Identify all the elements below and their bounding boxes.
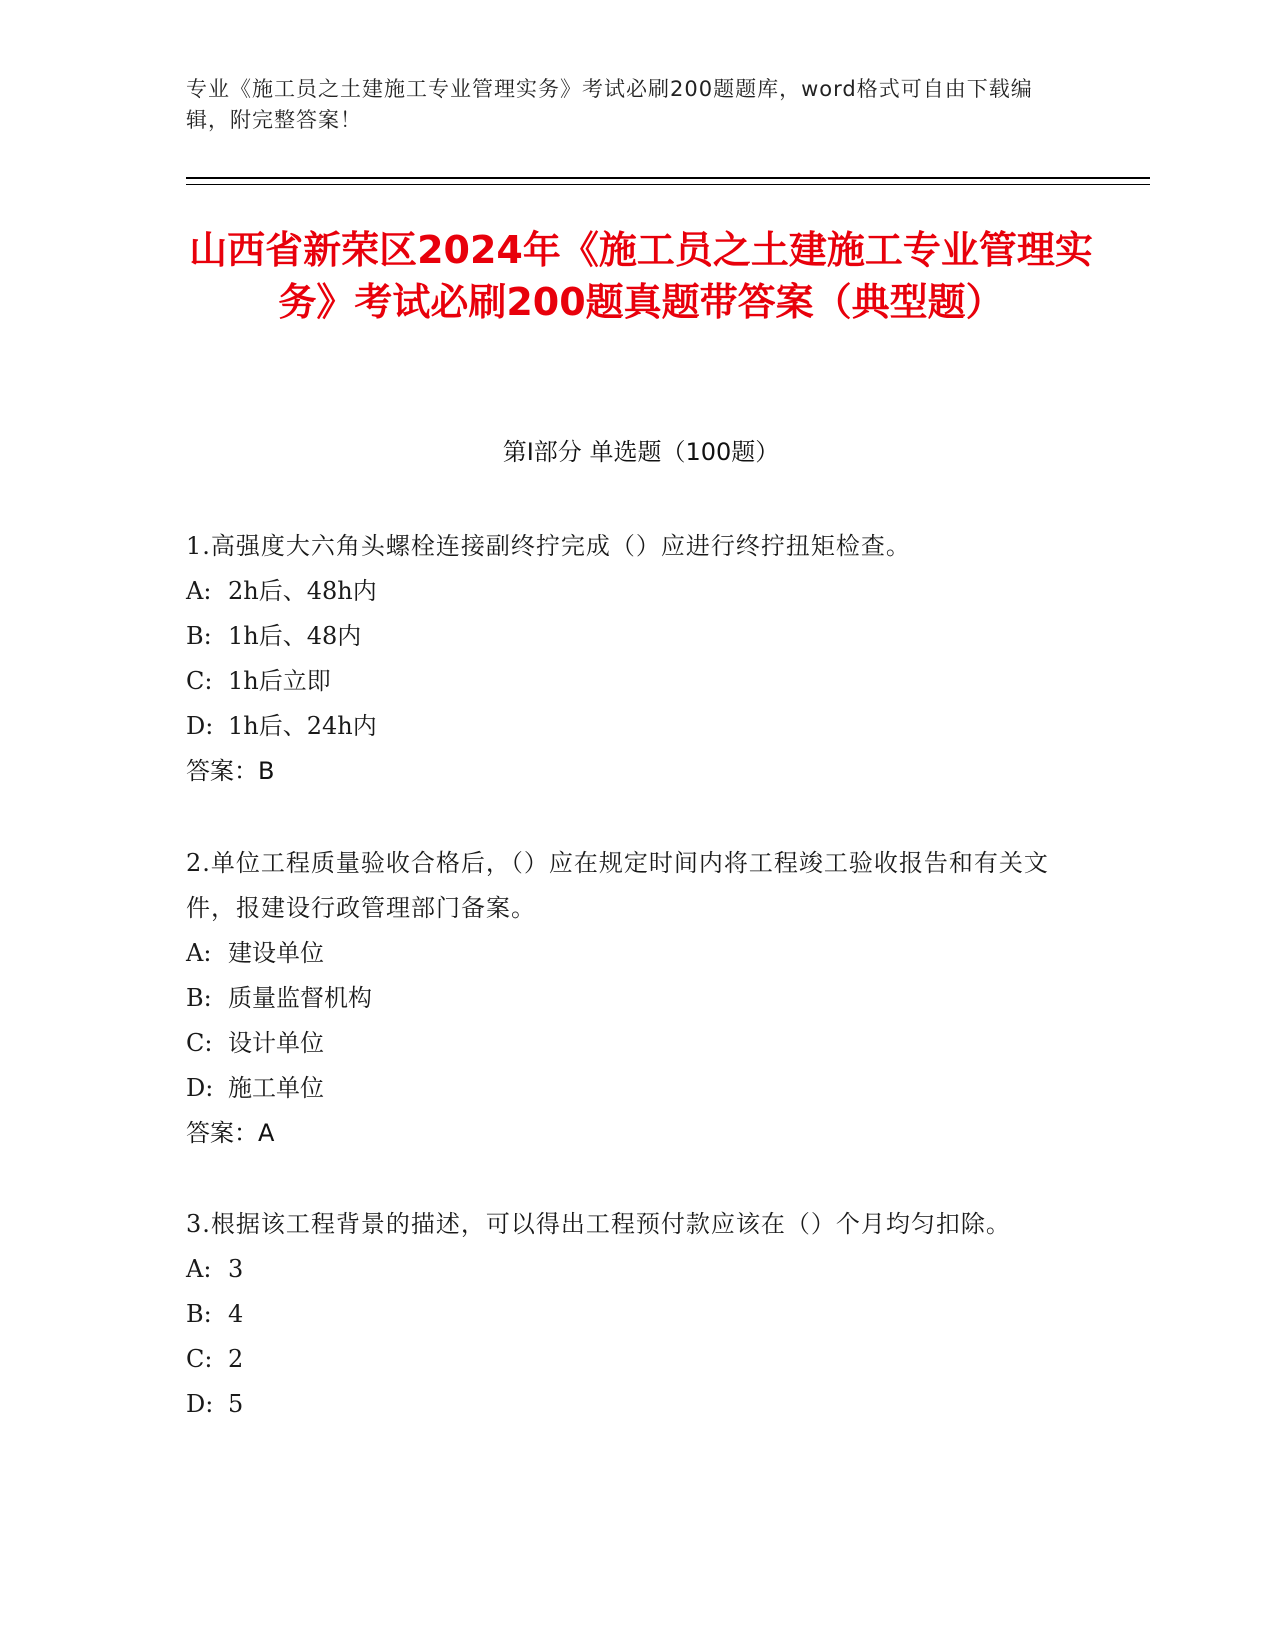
option-key: D: [186, 1390, 214, 1418]
option-b [186, 1292, 1066, 1337]
option-text: 3 [228, 1255, 244, 1283]
option-key: D: [186, 1074, 214, 1102]
option-key: B: [186, 1300, 212, 1328]
option-text: 1h后、48内 [228, 622, 362, 650]
header-divider-thin [186, 184, 1150, 185]
option-text: 4 [228, 1300, 244, 1328]
option-d [186, 1382, 1066, 1427]
option-text: 质量监督机构 [228, 984, 372, 1012]
question-stem: 3.根据该工程背景的描述，可以得出工程预付款应该在（）个月均匀扣除。 [186, 1210, 1011, 1238]
option-c [186, 659, 1066, 704]
option-key: A: [186, 577, 212, 605]
option-text: 施工单位 [228, 1074, 324, 1102]
option-a [186, 569, 1066, 614]
section-heading: 第I部分 单选题（100题） [502, 438, 780, 466]
header-note: 专业《施工员之土建施工专业管理实务》考试必刷200题题库，word格式可自由下载编辑，附完整答案！ [186, 77, 1033, 132]
option-key: C: [186, 1029, 213, 1057]
question-2 [186, 841, 1066, 1156]
header-divider [186, 177, 1150, 179]
option-text: 设计单位 [228, 1029, 324, 1057]
question-stem: 2.单位工程质量验收合格后，（）应在规定时间内将工程竣工验收报告和有关文件，报建设行政管理部门备案。 [186, 849, 1049, 922]
option-text: 2 [228, 1345, 244, 1373]
option-text: 2h后、48h内 [228, 577, 377, 605]
option-d [186, 704, 1066, 749]
document-title: 山西省新荣区2024年《施工员之土建施工专业管理实务》考试必刷200题真题带答案（典型题） [189, 228, 1093, 324]
option-key: C: [186, 667, 213, 695]
option-a [186, 1247, 1066, 1292]
option-text: 建设单位 [228, 939, 324, 967]
option-b [186, 976, 1066, 1021]
answer-line: 答案：B [186, 757, 275, 785]
option-a [186, 931, 1066, 976]
option-b [186, 614, 1066, 659]
option-text: 1h后、24h内 [228, 712, 377, 740]
option-key: D: [186, 712, 214, 740]
question-stem: 1.高强度大六角头螺栓连接副终拧完成（）应进行终拧扭矩检查。 [186, 532, 911, 560]
option-key: B: [186, 984, 212, 1012]
option-c [186, 1337, 1066, 1382]
answer-line: 答案：A [186, 1119, 275, 1147]
option-text: 5 [228, 1390, 244, 1418]
question-1 [186, 524, 1066, 794]
option-c [186, 1021, 1066, 1066]
option-text: 1h后立即 [228, 667, 331, 695]
option-key: A: [186, 939, 212, 967]
question-3 [186, 1202, 1066, 1427]
option-d [186, 1066, 1066, 1111]
option-key: B: [186, 622, 212, 650]
option-key: C: [186, 1345, 213, 1373]
option-key: A: [186, 1255, 212, 1283]
